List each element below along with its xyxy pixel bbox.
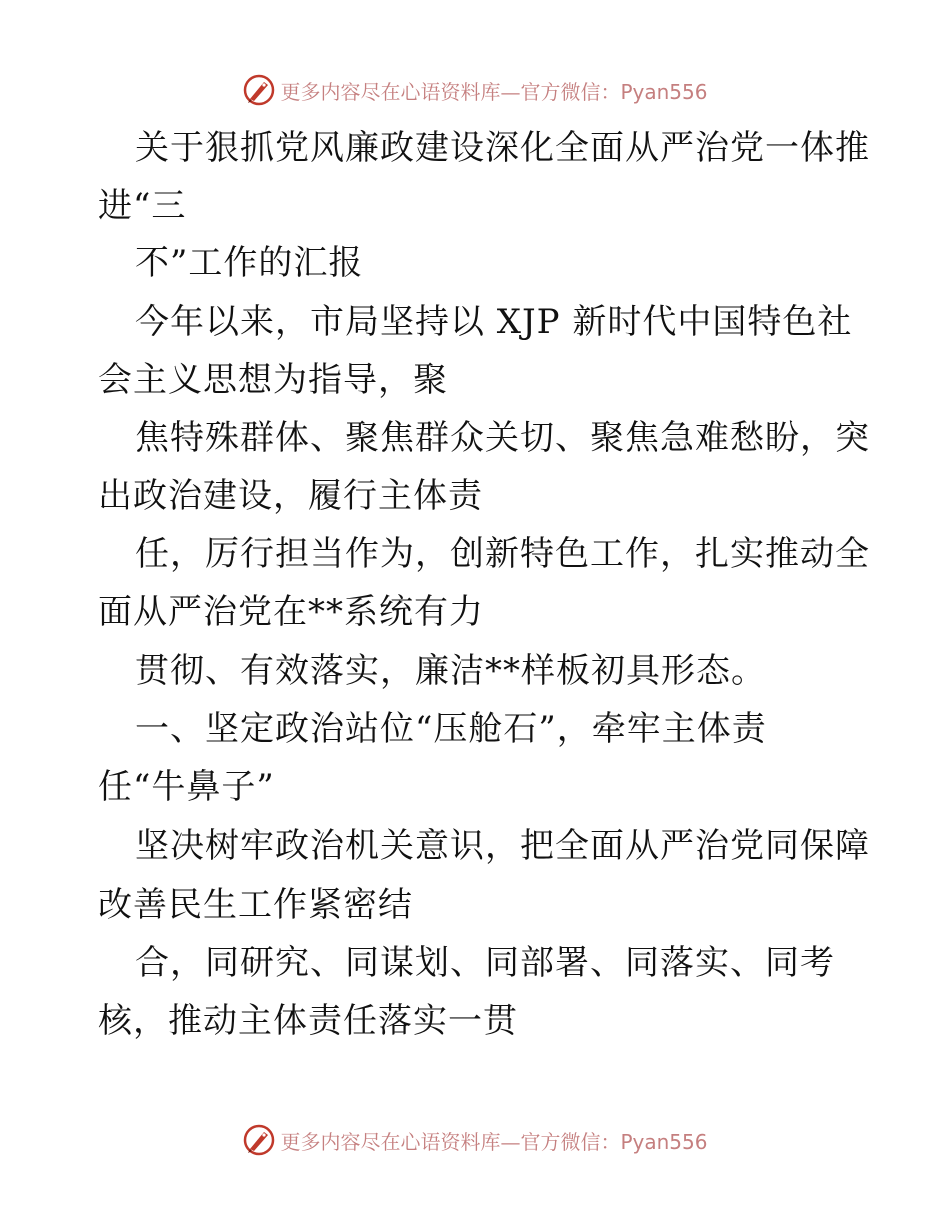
text-line: 合，同研究、同谋划、同部署、同落实、同考 (135, 943, 835, 983)
pen-logo-icon (242, 1123, 276, 1157)
text-line: 今年以来，市局坚持以 XJP 新时代中国特色社 (135, 302, 853, 342)
section-heading: 任“牛鼻子” (98, 767, 275, 807)
watermark-banner-top (0, 70, 950, 110)
text-line: 关于狠抓党风廉政建设深化全面从严治党一体推 (135, 128, 870, 168)
text-line: 核，推动主体责任落实一贯 (98, 1001, 518, 1041)
text-line: 焦特殊群体、聚焦群众关切、聚焦急难愁盼，突 (135, 418, 870, 458)
text-line: 坚决树牢政治机关意识，把全面从严治党同保障 (135, 826, 870, 866)
text-line: 面从严治党在**系统有力 (98, 592, 484, 632)
text-line: 出政治建设，履行主体责 (98, 476, 483, 516)
text-line: 任，厉行担当作为，创新特色工作，扎实推动全 (135, 534, 870, 574)
watermark-text: 更多内容尽在心语资料库—官方微信：Pyan556 (280, 79, 708, 104)
section-heading: 一、坚定政治站位“压舱石”，牵牢主体责 (135, 709, 767, 749)
text-line: 进“三 (98, 186, 187, 226)
text-line: 会主义思想为指导，聚 (98, 360, 448, 400)
pen-logo-icon (242, 73, 276, 107)
text-line: 改善民生工作紧密结 (98, 885, 413, 925)
watermark-text: 更多内容尽在心语资料库—官方微信：Pyan556 (280, 1129, 708, 1154)
text-line: 贯彻、有效落实，廉洁**样板初具形态。 (135, 651, 766, 691)
text-line: 不”工作的汇报 (135, 243, 364, 283)
watermark-banner-bottom (0, 1120, 950, 1160)
